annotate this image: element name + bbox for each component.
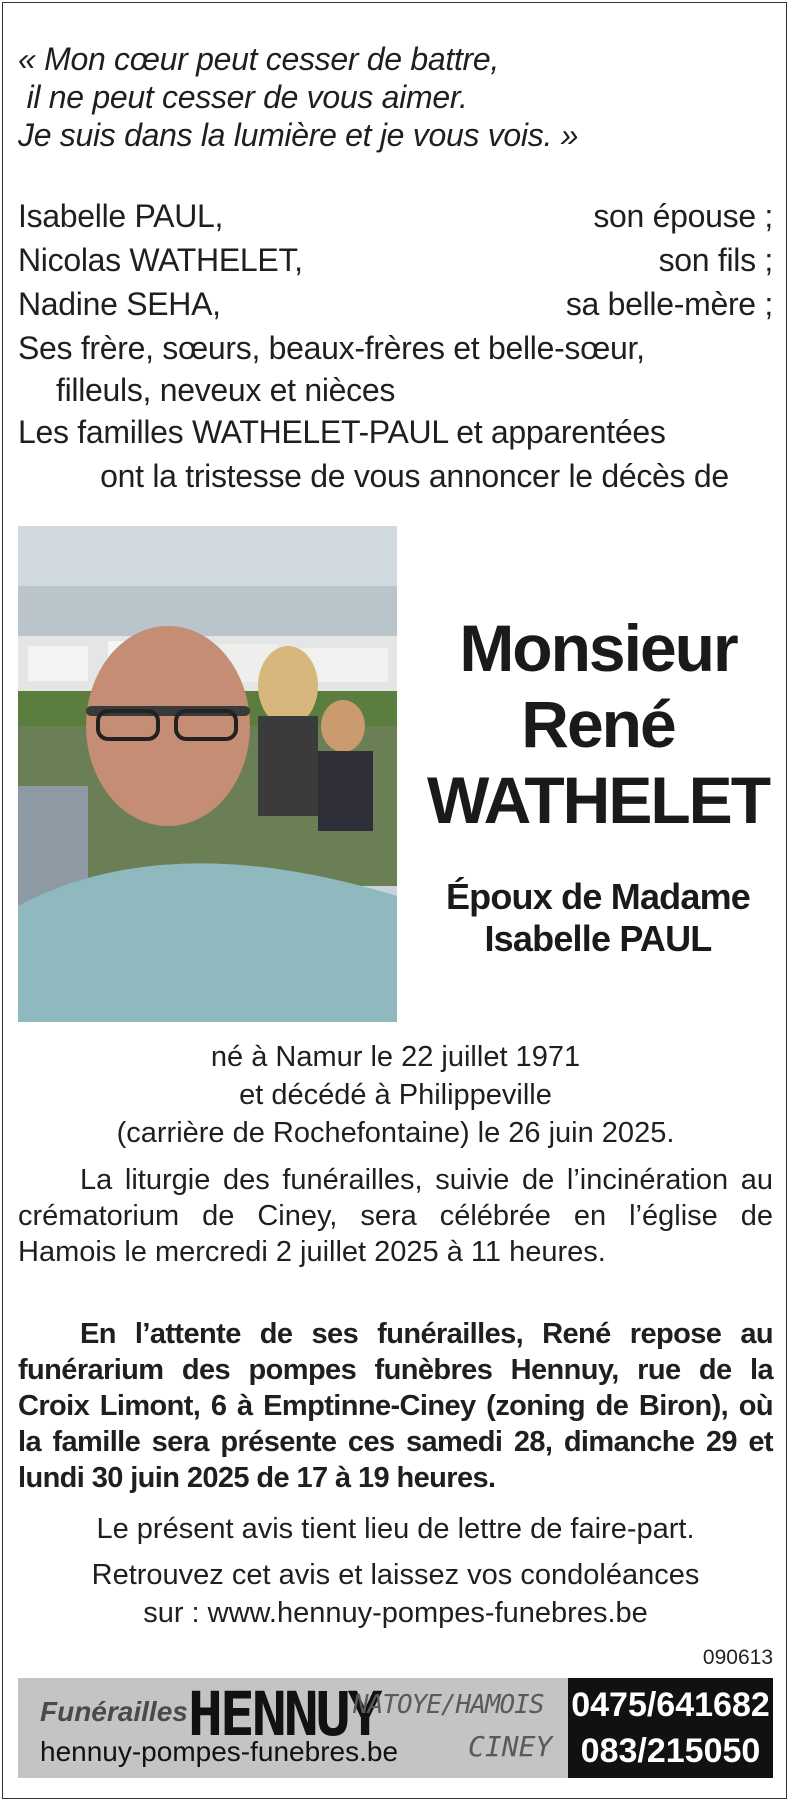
relative-relation: son fils ; (658, 242, 773, 278)
quote-line-2: il ne peut cesser de vous aimer. (18, 79, 468, 115)
banner-phone-box (568, 1678, 773, 1778)
relative-name: Nicolas WATHELET, (18, 242, 303, 278)
condolences-block (18, 1556, 773, 1632)
hennuy-logo: HENNUY (188, 1678, 380, 1750)
deceased-first-name: René (521, 687, 675, 761)
deceased-portrait-photo (18, 526, 397, 1022)
dates-line-3: (carrière de Rochefontaine) le 26 juin 2025. (116, 1117, 675, 1149)
condolences-link[interactable]: sur : www.hennuy-pompes-funebres.be (143, 1597, 648, 1629)
families-line: Les familles WATHELET-PAUL et apparentées (18, 414, 666, 450)
spouse-line-2: Isabelle PAUL (484, 918, 712, 959)
spouse-line-1: Époux de Madame (445, 876, 751, 917)
relative-relation: sa belle-mère ; (565, 286, 773, 322)
liturgy-paragraph (18, 1162, 773, 1270)
banner-locations: NATOYE/HAMOIS (353, 1690, 544, 1720)
phone-number-2[interactable]: 083/215050 (580, 1732, 761, 1770)
banner-locations-2: CINEY (468, 1730, 553, 1763)
relatives-list (18, 194, 773, 498)
reference-number: 090613 (702, 1646, 773, 1669)
epigraph-quote (18, 40, 578, 154)
birth-death-dates (18, 1038, 773, 1152)
relative-relation: son épouse ; (593, 198, 773, 234)
condolences-line-1: Retrouvez cet avis et laissez vos condoléances (91, 1559, 700, 1591)
banner-funerailles: Funérailles (40, 1696, 188, 1727)
relative-name: Nadine SEHA, (18, 286, 221, 322)
relative-row (18, 238, 773, 282)
relative-row (18, 194, 773, 238)
banner-website[interactable]: hennuy-pompes-funebres.be (40, 1736, 399, 1767)
funeral-home-banner (18, 1678, 773, 1778)
relative-row (18, 282, 773, 326)
deceased-name-block (415, 610, 781, 960)
relative-name: Isabelle PAUL, (18, 198, 224, 234)
deceased-last-name: WATHELET (426, 763, 770, 837)
visitation-paragraph (18, 1316, 773, 1496)
siblings-line-2: filleuls, neveux et nièces (56, 372, 396, 408)
phone-number-1[interactable]: 0475/641682 (571, 1686, 770, 1724)
announce-line: ont la tristesse de vous annoncer le décès de (100, 458, 729, 494)
dates-line-1: né à Namur le 22 juillet 1971 (210, 1041, 581, 1073)
quote-line-3: Je suis dans la lumière et je vous vois. » (18, 117, 579, 153)
visitation-text: En l’attente de ses funérailles, René repose au funérarium des pompes funèbres Hennuy, rue de la Croix Limont, 6 à Emptinne-Ciney (zoning de Biron), où la famille sera présente ces samedi 28, dimanche 29 et lundi 30 juin 2025 de 17 à 19 heures. (18, 1318, 773, 1494)
dates-line-2: et décédé à Philippeville (239, 1079, 552, 1111)
liturgy-text: La liturgie des funérailles, suivie de l’incinération au crématorium de Ciney, sera célébrée en l’église de Hamois le mercredi 2 juillet 2025 à 11 heures. (18, 1164, 773, 1268)
siblings-line: Ses frère, sœurs, beaux-frères et belle-sœur, (18, 330, 645, 366)
quote-line-1: « Mon cœur peut cesser de battre, (18, 41, 499, 77)
deceased-title: Monsieur (459, 611, 737, 685)
notice-line: Le présent avis tient lieu de lettre de faire-part. (96, 1513, 695, 1545)
